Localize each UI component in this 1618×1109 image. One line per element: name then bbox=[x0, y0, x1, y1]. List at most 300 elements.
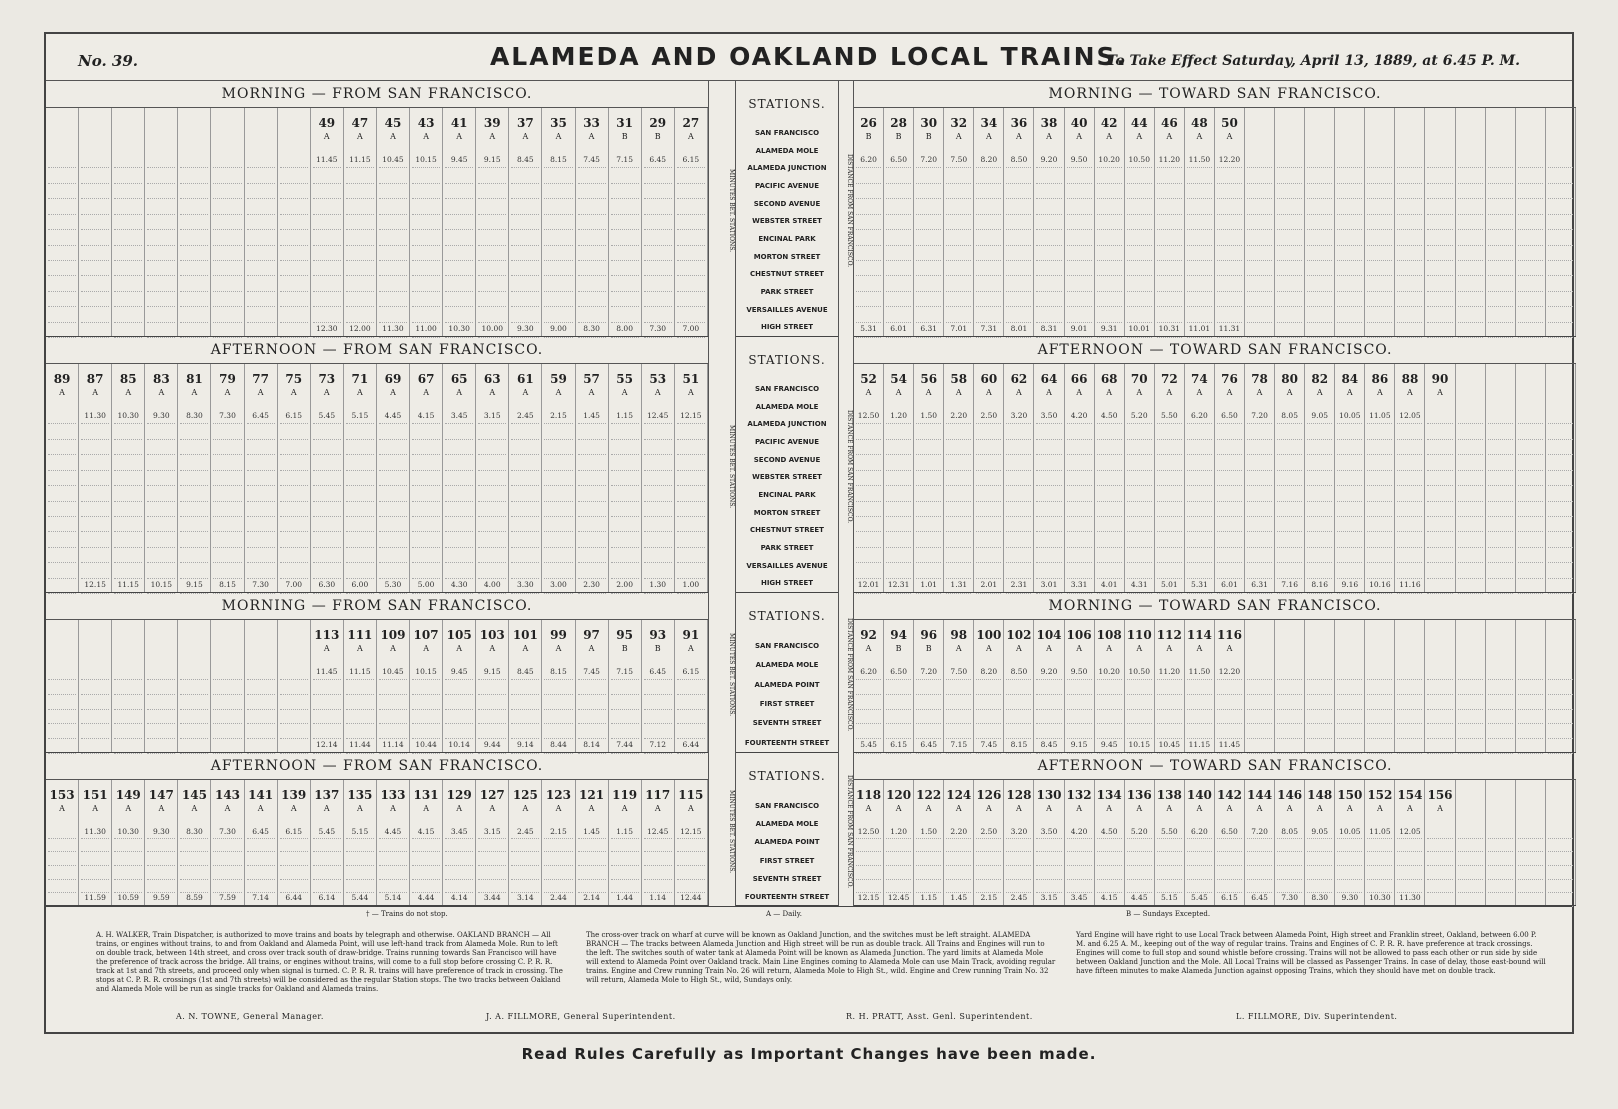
row-guide bbox=[1337, 547, 1362, 548]
row-guide bbox=[1397, 501, 1422, 502]
row-guide bbox=[1127, 738, 1152, 739]
first-departure-time: 9.15 bbox=[483, 155, 501, 164]
row-guide bbox=[1518, 694, 1543, 695]
row-guide bbox=[511, 879, 539, 880]
row-guide bbox=[1157, 865, 1182, 866]
row-guide bbox=[1307, 214, 1332, 215]
row-guide bbox=[976, 470, 1001, 471]
row-guide bbox=[856, 470, 881, 471]
first-departure-time: 6.15 bbox=[682, 155, 700, 164]
row-guide bbox=[511, 291, 539, 292]
row-guide bbox=[1247, 214, 1272, 215]
row-guide bbox=[578, 470, 606, 471]
station-name: SAN FRANCISCO bbox=[754, 385, 820, 393]
row-guide bbox=[247, 851, 275, 852]
train-number: 110 bbox=[1126, 628, 1152, 642]
row-guide bbox=[1488, 709, 1513, 710]
panel-title: AFTERNOON — TOWARD SAN FRANCISCO. bbox=[854, 753, 1576, 780]
row-guide bbox=[180, 694, 208, 695]
train-column bbox=[311, 364, 344, 592]
train-column bbox=[609, 620, 642, 752]
row-guide bbox=[1307, 838, 1332, 839]
first-departure-time: 10.15 bbox=[415, 667, 437, 676]
row-guide bbox=[379, 229, 407, 230]
train-service-code: A bbox=[1376, 804, 1383, 813]
row-guide bbox=[544, 291, 572, 292]
row-guide bbox=[147, 738, 175, 739]
train-column bbox=[245, 108, 278, 336]
row-guide bbox=[544, 892, 572, 893]
train-service-code: A bbox=[1196, 388, 1203, 397]
train-service-code: A bbox=[522, 644, 529, 653]
row-guide bbox=[81, 423, 109, 424]
last-arrival-time: 7.15 bbox=[950, 740, 968, 749]
row-guide bbox=[644, 214, 672, 215]
row-guide bbox=[611, 439, 639, 440]
row-guide bbox=[886, 865, 911, 866]
row-guide bbox=[1127, 723, 1152, 724]
row-guide bbox=[511, 694, 539, 695]
row-guide bbox=[1217, 423, 1242, 424]
train-number: 73 bbox=[318, 372, 336, 386]
train-number: 53 bbox=[649, 372, 667, 386]
row-guide bbox=[1458, 306, 1483, 307]
row-guide bbox=[147, 167, 175, 168]
row-guide bbox=[478, 198, 506, 199]
row-guide bbox=[1488, 291, 1513, 292]
train-column bbox=[278, 108, 311, 336]
row-guide bbox=[313, 738, 341, 739]
row-guide bbox=[379, 709, 407, 710]
row-guide bbox=[1307, 275, 1332, 276]
row-guide bbox=[180, 679, 208, 680]
row-guide bbox=[1397, 892, 1422, 893]
row-guide bbox=[1548, 709, 1573, 710]
row-guide bbox=[946, 679, 971, 680]
train-service-code: A bbox=[489, 644, 496, 653]
train-number: 81 bbox=[186, 372, 203, 386]
row-guide bbox=[976, 879, 1001, 880]
last-arrival-time: 11.30 bbox=[382, 324, 404, 333]
row-guide bbox=[1488, 738, 1513, 739]
row-guide bbox=[1458, 679, 1483, 680]
train-service-code: A bbox=[1136, 644, 1143, 653]
train-column bbox=[974, 364, 1004, 592]
last-arrival-time: 5.15 bbox=[1160, 893, 1178, 902]
row-guide bbox=[611, 501, 639, 502]
row-guide bbox=[1337, 516, 1362, 517]
row-guide bbox=[445, 454, 473, 455]
row-guide bbox=[412, 738, 440, 739]
first-departure-time: 2.15 bbox=[550, 827, 567, 836]
row-guide bbox=[1067, 214, 1092, 215]
station-name: FOURTEENTH STREET bbox=[744, 892, 830, 901]
row-guide bbox=[147, 709, 175, 710]
row-guide bbox=[1458, 260, 1483, 261]
row-guide bbox=[1518, 738, 1543, 739]
row-guide bbox=[213, 470, 241, 471]
train-service-code: A bbox=[865, 644, 872, 653]
first-departure-time: 5.45 bbox=[318, 411, 336, 420]
train-service-code: A bbox=[1376, 388, 1383, 397]
last-arrival-time: 3.45 bbox=[1070, 893, 1088, 902]
row-guide bbox=[379, 291, 407, 292]
row-guide bbox=[644, 229, 672, 230]
row-guide bbox=[1427, 214, 1452, 215]
first-departure-time: 3.15 bbox=[483, 827, 501, 836]
row-guide bbox=[313, 547, 341, 548]
train-service-code: A bbox=[687, 388, 694, 397]
last-arrival-time: 1.45 bbox=[950, 893, 968, 902]
row-guide bbox=[180, 275, 208, 276]
row-guide bbox=[1337, 291, 1362, 292]
row-guide bbox=[1488, 547, 1513, 548]
row-guide bbox=[180, 547, 208, 548]
row-guide bbox=[478, 709, 506, 710]
row-guide bbox=[1127, 245, 1152, 246]
first-departure-time: 3.50 bbox=[1040, 827, 1058, 836]
row-guide bbox=[1097, 275, 1122, 276]
row-guide bbox=[1067, 892, 1092, 893]
row-guide bbox=[611, 879, 639, 880]
row-guide bbox=[247, 229, 275, 230]
train-service-code: A bbox=[1256, 388, 1263, 397]
train-column bbox=[377, 620, 410, 752]
train-column bbox=[609, 364, 642, 592]
row-guide bbox=[578, 167, 606, 168]
row-guide bbox=[412, 470, 440, 471]
row-guide bbox=[946, 291, 971, 292]
row-guide bbox=[946, 275, 971, 276]
row-guide bbox=[1097, 322, 1122, 323]
row-guide bbox=[511, 892, 539, 893]
row-guide bbox=[1006, 892, 1031, 893]
train-number: 114 bbox=[1186, 628, 1212, 642]
train-column bbox=[1245, 364, 1275, 592]
row-guide bbox=[1307, 439, 1332, 440]
train-column bbox=[1365, 108, 1395, 336]
row-guide bbox=[1097, 306, 1122, 307]
train-number: 44 bbox=[1130, 116, 1148, 130]
row-guide bbox=[412, 245, 440, 246]
minutes-column: MINUTES BET. STATIONS. bbox=[708, 593, 736, 753]
train-number: 152 bbox=[1367, 788, 1393, 802]
row-guide bbox=[1277, 485, 1302, 486]
row-guide bbox=[1548, 501, 1573, 502]
train-number: 70 bbox=[1130, 372, 1148, 386]
last-arrival-time: 1.31 bbox=[950, 580, 968, 589]
station-name: PARK STREET bbox=[760, 544, 814, 553]
first-departure-time: 6.15 bbox=[682, 667, 700, 676]
first-departure-time: 7.20 bbox=[1251, 827, 1268, 836]
row-guide bbox=[1458, 485, 1483, 486]
row-guide bbox=[1488, 485, 1513, 486]
row-guide bbox=[1006, 198, 1031, 199]
row-guide bbox=[114, 516, 142, 517]
train-column bbox=[278, 364, 311, 592]
row-guide bbox=[1006, 260, 1031, 261]
last-arrival-time: 8.31 bbox=[1040, 324, 1058, 333]
row-guide bbox=[379, 851, 407, 852]
row-guide bbox=[1006, 245, 1031, 246]
row-guide bbox=[412, 322, 440, 323]
first-departure-time: 8.50 bbox=[1010, 667, 1028, 676]
row-guide bbox=[280, 547, 308, 548]
row-guide bbox=[644, 723, 672, 724]
first-departure-time: 10.30 bbox=[117, 411, 139, 420]
row-guide bbox=[856, 260, 881, 261]
row-guide bbox=[1247, 501, 1272, 502]
row-guide bbox=[916, 501, 941, 502]
row-guide bbox=[1307, 245, 1332, 246]
train-service-code: A bbox=[1136, 132, 1143, 141]
row-guide bbox=[81, 738, 109, 739]
train-column bbox=[410, 108, 443, 336]
row-guide bbox=[1337, 578, 1362, 579]
row-guide bbox=[1067, 485, 1092, 486]
station-name: FOURTEENTH STREET bbox=[744, 738, 830, 747]
row-guide bbox=[1217, 198, 1242, 199]
row-guide bbox=[1488, 322, 1513, 323]
train-service-code: A bbox=[1016, 132, 1022, 141]
row-guide bbox=[1157, 322, 1182, 323]
row-guide bbox=[1006, 275, 1031, 276]
train-service-code: A bbox=[1106, 804, 1113, 813]
row-guide bbox=[147, 470, 175, 471]
row-guide bbox=[280, 709, 308, 710]
row-guide bbox=[1367, 578, 1392, 579]
last-arrival-time: 1.00 bbox=[682, 580, 700, 589]
row-guide bbox=[478, 851, 506, 852]
train-number: 109 bbox=[380, 628, 406, 642]
schedule-panel-p4l bbox=[46, 753, 708, 906]
row-guide bbox=[1067, 245, 1092, 246]
row-guide bbox=[1337, 229, 1362, 230]
row-guide bbox=[1036, 306, 1061, 307]
train-number: 106 bbox=[1066, 628, 1092, 642]
train-column bbox=[542, 780, 575, 905]
last-arrival-time: 5.00 bbox=[417, 580, 435, 589]
row-guide bbox=[313, 229, 341, 230]
row-guide bbox=[644, 198, 672, 199]
train-column bbox=[1215, 780, 1245, 905]
row-guide bbox=[578, 562, 606, 563]
train-service-code: A bbox=[489, 132, 496, 141]
first-departure-time: 4.45 bbox=[384, 411, 402, 420]
row-guide bbox=[213, 865, 241, 866]
row-guide bbox=[213, 838, 241, 839]
row-guide bbox=[1458, 879, 1483, 880]
row-guide bbox=[1277, 245, 1302, 246]
row-guide bbox=[946, 865, 971, 866]
row-guide bbox=[346, 723, 374, 724]
train-service-code: A bbox=[489, 388, 496, 397]
last-arrival-time: 7.30 bbox=[649, 324, 667, 333]
row-guide bbox=[213, 851, 241, 852]
row-guide bbox=[48, 454, 76, 455]
row-guide bbox=[213, 198, 241, 199]
train-service-code: A bbox=[895, 388, 902, 397]
train-column bbox=[1365, 780, 1395, 905]
train-number: 99 bbox=[550, 628, 567, 642]
row-guide bbox=[677, 485, 705, 486]
row-guide bbox=[856, 578, 881, 579]
row-guide bbox=[1157, 198, 1182, 199]
row-guide bbox=[346, 892, 374, 893]
row-guide bbox=[1337, 865, 1362, 866]
row-guide bbox=[247, 562, 275, 563]
row-guide bbox=[1097, 198, 1122, 199]
row-guide bbox=[1127, 485, 1152, 486]
row-guide bbox=[1548, 423, 1573, 424]
row-guide bbox=[1006, 709, 1031, 710]
row-guide bbox=[478, 322, 506, 323]
row-guide bbox=[412, 679, 440, 680]
row-guide bbox=[48, 531, 76, 532]
row-guide bbox=[445, 322, 473, 323]
row-guide bbox=[916, 245, 941, 246]
first-departure-time: 6.20 bbox=[1191, 827, 1208, 836]
row-guide bbox=[1337, 439, 1362, 440]
first-departure-time: 12.45 bbox=[646, 411, 669, 420]
row-guide bbox=[313, 423, 341, 424]
train-column bbox=[1546, 364, 1576, 592]
first-departure-time: 6.50 bbox=[890, 667, 907, 676]
row-guide bbox=[677, 198, 705, 199]
row-guide bbox=[916, 865, 941, 866]
row-guide bbox=[1548, 260, 1573, 261]
row-guide bbox=[1518, 470, 1543, 471]
row-guide bbox=[280, 306, 308, 307]
row-guide bbox=[147, 183, 175, 184]
row-guide bbox=[1427, 501, 1452, 502]
first-departure-time: 6.50 bbox=[1221, 827, 1238, 836]
train-service-code: A bbox=[985, 804, 992, 813]
row-guide bbox=[478, 501, 506, 502]
train-column bbox=[1425, 620, 1455, 752]
row-guide bbox=[1548, 214, 1573, 215]
row-guide bbox=[886, 723, 911, 724]
row-guide bbox=[247, 516, 275, 517]
row-guide bbox=[213, 260, 241, 261]
train-column bbox=[145, 620, 178, 752]
row-guide bbox=[1067, 167, 1092, 168]
train-column bbox=[854, 780, 884, 905]
last-arrival-time: 7.44 bbox=[616, 740, 633, 749]
train-column bbox=[854, 620, 884, 752]
row-guide bbox=[1277, 679, 1302, 680]
train-number: 85 bbox=[119, 372, 137, 386]
train-service-code: A bbox=[224, 388, 231, 397]
station-name: SAN FRANCISCO bbox=[754, 642, 820, 650]
row-guide bbox=[611, 322, 639, 323]
train-column bbox=[377, 780, 410, 905]
row-guide bbox=[1157, 578, 1182, 579]
row-guide bbox=[1067, 578, 1092, 579]
row-guide bbox=[677, 183, 705, 184]
panel-title: AFTERNOON — FROM SAN FRANCISCO. bbox=[46, 753, 708, 780]
row-guide bbox=[1427, 198, 1452, 199]
row-guide bbox=[1427, 562, 1452, 563]
row-guide bbox=[280, 865, 308, 866]
panel-title: MORNING — TOWARD SAN FRANCISCO. bbox=[854, 593, 1576, 620]
row-guide bbox=[1397, 738, 1422, 739]
row-guide bbox=[946, 214, 971, 215]
train-number: 90 bbox=[1431, 372, 1449, 386]
row-guide bbox=[1488, 679, 1513, 680]
row-guide bbox=[1518, 454, 1543, 455]
train-number: 40 bbox=[1070, 116, 1088, 130]
train-number: 115 bbox=[678, 788, 704, 802]
last-arrival-time: 10.14 bbox=[448, 740, 470, 749]
row-guide bbox=[1307, 198, 1332, 199]
row-guide bbox=[1518, 516, 1543, 517]
train-column bbox=[79, 108, 112, 336]
row-guide bbox=[1006, 454, 1031, 455]
row-guide bbox=[478, 485, 506, 486]
station-name: ALAMEDA JUNCTION bbox=[747, 420, 827, 429]
first-departure-time: 7.50 bbox=[950, 667, 968, 676]
row-guide bbox=[1187, 275, 1212, 276]
train-number: 39 bbox=[483, 116, 501, 130]
row-guide bbox=[1127, 838, 1152, 839]
row-guide bbox=[578, 183, 606, 184]
train-column bbox=[1546, 108, 1576, 336]
train-service-code: A bbox=[1226, 132, 1233, 141]
row-guide bbox=[1427, 183, 1452, 184]
row-guide bbox=[1427, 454, 1452, 455]
train-service-code: A bbox=[955, 644, 962, 653]
train-service-code: A bbox=[522, 132, 529, 141]
row-guide bbox=[1217, 516, 1242, 517]
signature-div-superintendent: L. FILLMORE, Div. Superintendent. bbox=[1236, 1012, 1398, 1021]
row-guide bbox=[1097, 260, 1122, 261]
train-number: 94 bbox=[890, 628, 907, 642]
row-guide bbox=[1367, 879, 1392, 880]
row-guide bbox=[1548, 454, 1573, 455]
first-departure-time: 11.05 bbox=[1369, 827, 1391, 836]
row-guide bbox=[578, 260, 606, 261]
train-service-code: A bbox=[1016, 804, 1022, 813]
row-guide bbox=[976, 516, 1001, 517]
row-guide bbox=[1397, 709, 1422, 710]
row-guide bbox=[677, 306, 705, 307]
last-arrival-time: 10.00 bbox=[481, 324, 503, 333]
train-column bbox=[509, 108, 542, 336]
last-arrival-time: 8.30 bbox=[583, 324, 600, 333]
row-guide bbox=[677, 865, 705, 866]
row-guide bbox=[677, 578, 705, 579]
train-number: 111 bbox=[347, 628, 373, 642]
train-column bbox=[443, 620, 476, 752]
train-service-code: A bbox=[423, 804, 429, 813]
train-service-code: A bbox=[92, 388, 99, 397]
row-guide bbox=[916, 183, 941, 184]
row-guide bbox=[611, 892, 639, 893]
row-guide bbox=[1097, 892, 1122, 893]
row-guide bbox=[1548, 547, 1573, 548]
last-arrival-time: 2.45 bbox=[1010, 893, 1028, 902]
train-service-code: A bbox=[59, 388, 65, 397]
row-guide bbox=[247, 423, 275, 424]
row-guide bbox=[916, 306, 941, 307]
row-guide bbox=[1548, 275, 1573, 276]
row-guide bbox=[1036, 454, 1061, 455]
row-guide bbox=[379, 879, 407, 880]
row-guide bbox=[1548, 167, 1573, 168]
row-guide bbox=[856, 865, 881, 866]
row-guide bbox=[644, 485, 672, 486]
